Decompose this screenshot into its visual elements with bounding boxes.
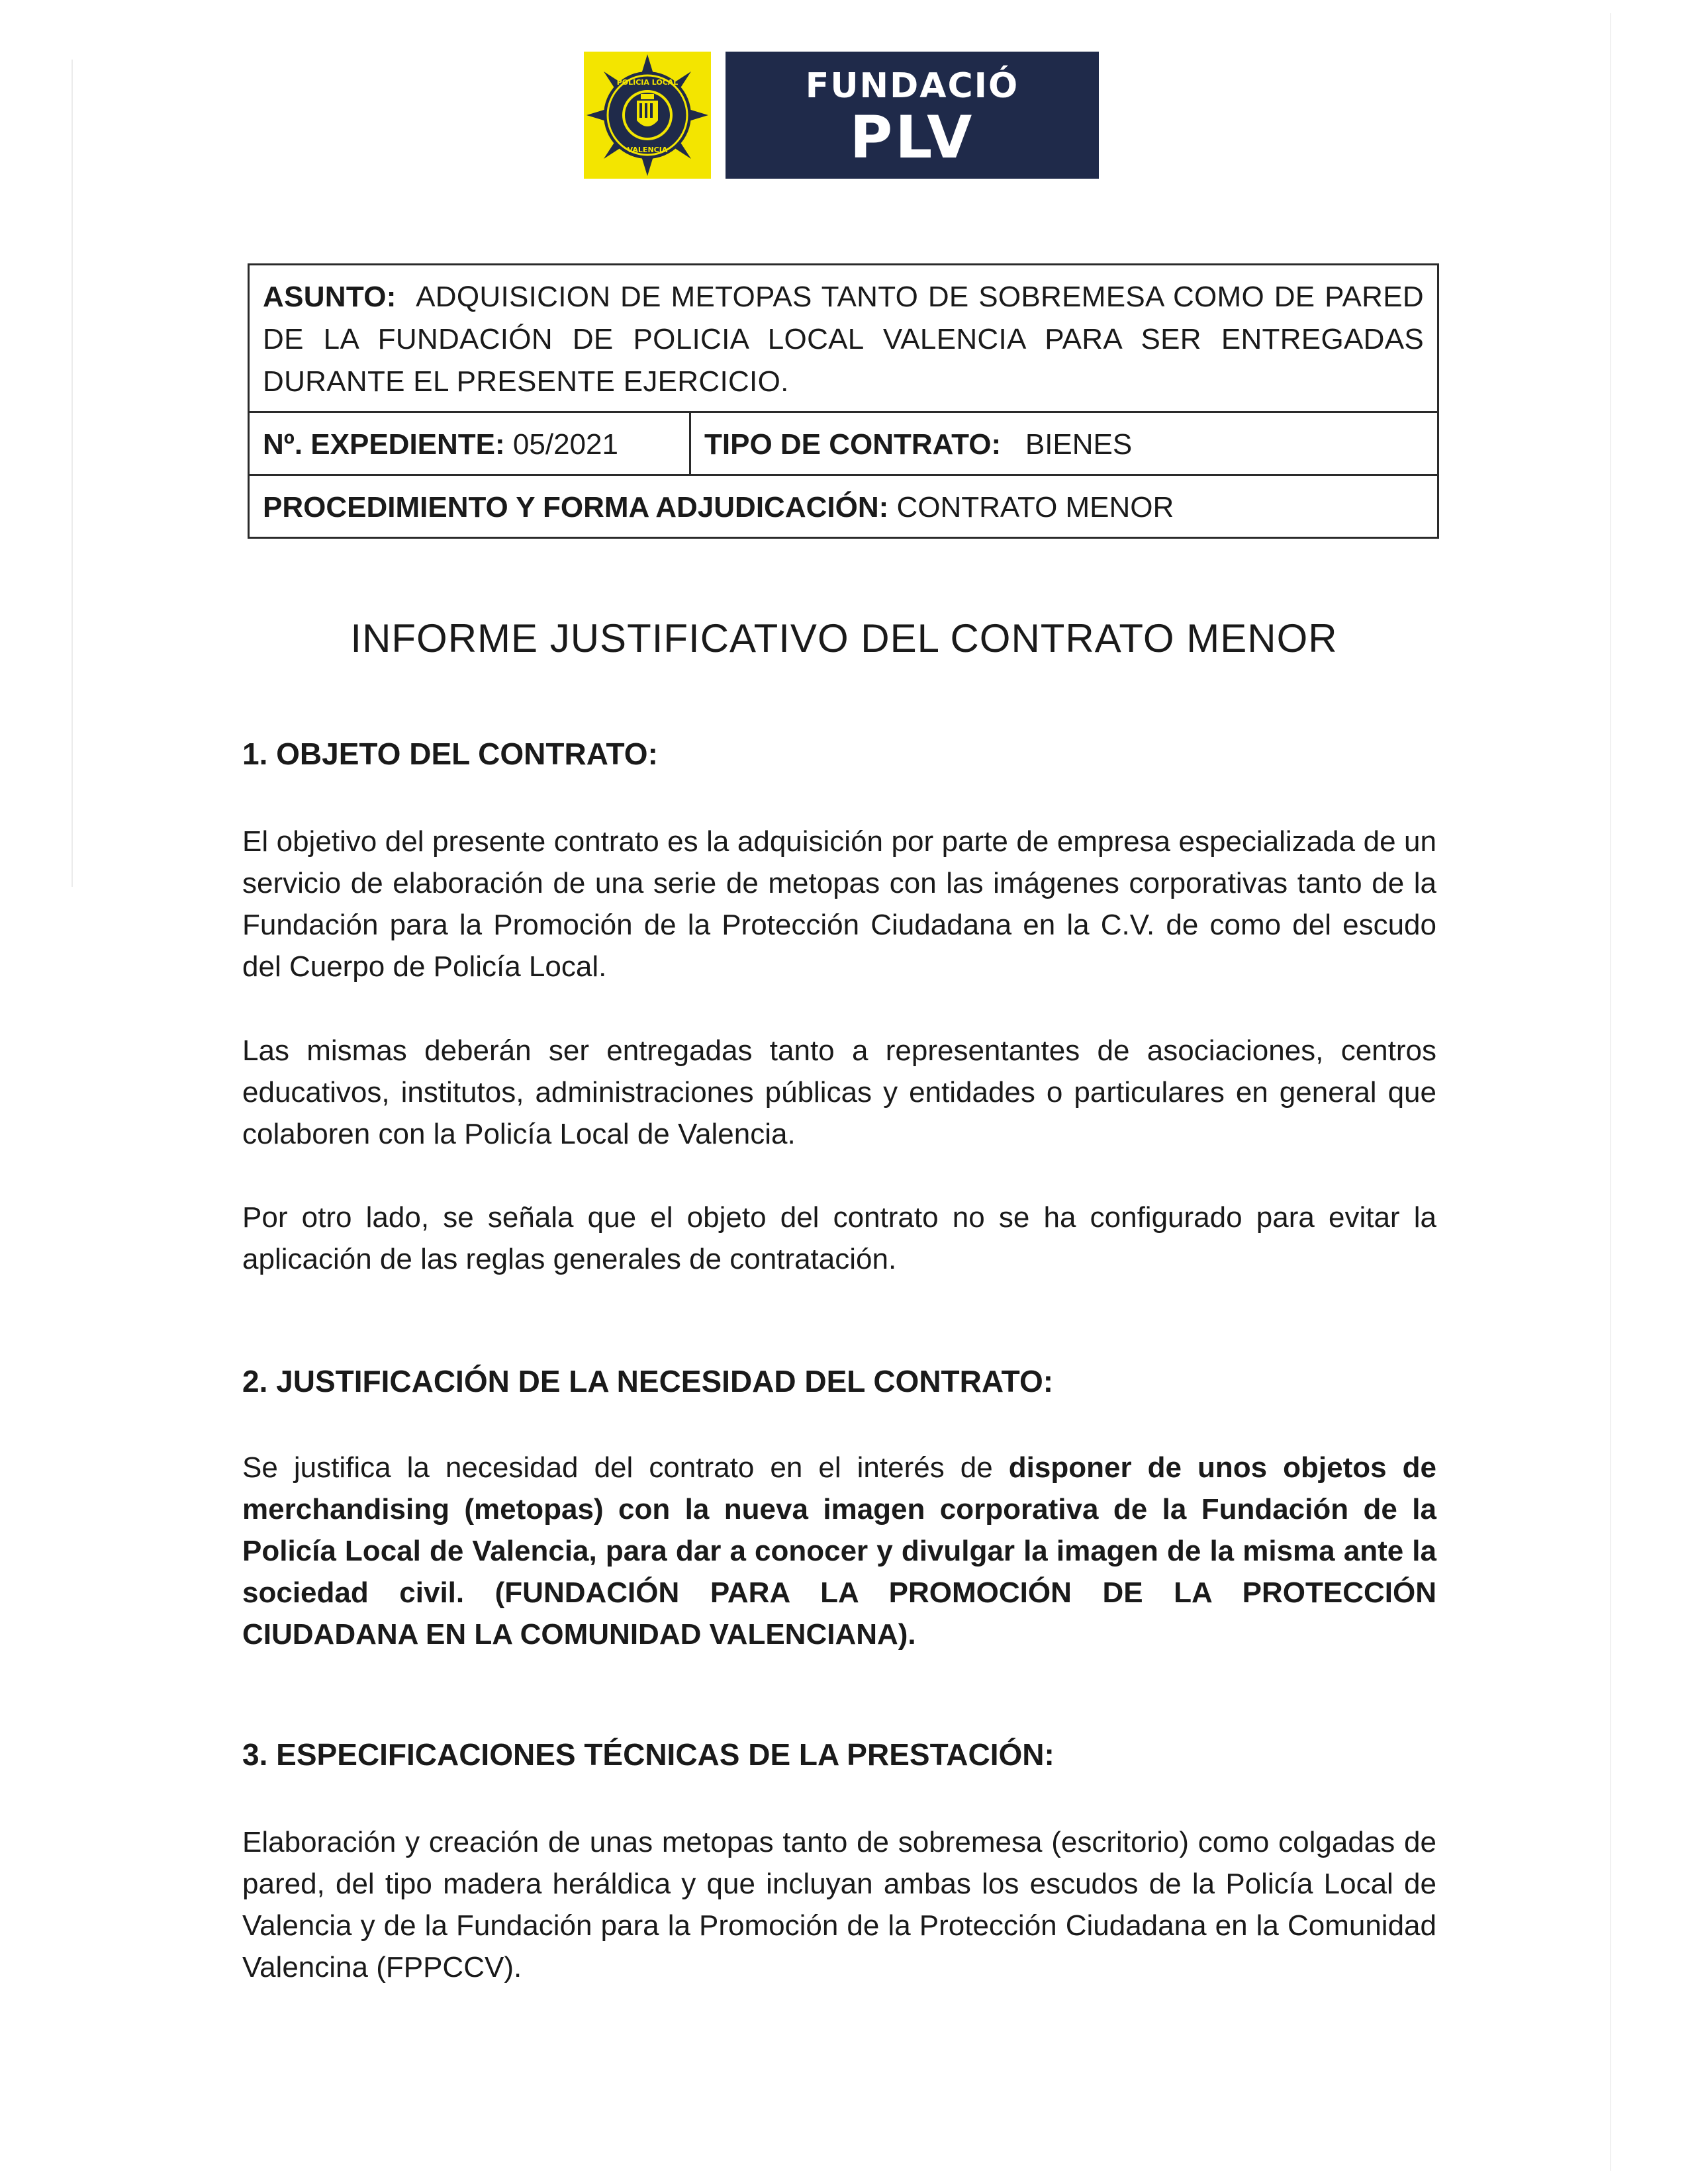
tipo-contrato-label: TIPO DE CONTRATO:: [704, 428, 1002, 461]
section-1-paragraph-3: Por otro lado, se señala que el objeto del contrato no se ha configurado para evitar la aplicación de las reglas generales de contratación.: [242, 1201, 1436, 1275]
document-title: INFORME JUSTIFICATIVO DEL CONTRATO MENOR: [350, 616, 1338, 660]
seal-ring-text-top: POLICIA LOCAL: [616, 78, 679, 87]
section-3-heading: 3. ESPECIFICACIONES TÉCNICAS DE LA PRESTACIÓN:: [242, 1737, 1055, 1772]
asunto-cell: [250, 265, 1437, 411]
section-3-paragraph: Elaboración y creación de unas metopas tanto de sobremesa (escritorio) como colgadas de pared, del tipo madera heráldica y que incluyan ambas los escudos de la Policía Local de Valencia y de la Fundación para la Promoción de la Protección Ciudadana en la Comunidad Valencina (FPPCCV).: [242, 1826, 1436, 1983]
section-2-intro: Se justifica la necesidad del contrato en el interés de: [242, 1451, 993, 1484]
tipo-contrato-value: BIENES: [1025, 428, 1133, 461]
expediente-label: Nº. EXPEDIENTE:: [263, 428, 505, 461]
fundacio-plv-logo: [726, 52, 1099, 179]
police-star-badge-icon: [584, 52, 711, 179]
tipo-contrato-cell: [689, 413, 1437, 474]
seal-ring-text-bottom: VALENCIA: [627, 146, 668, 154]
scan-edge-right: [1610, 13, 1611, 2171]
section-1-heading: 1. OBJETO DEL CONTRATO:: [242, 737, 658, 771]
section-2-bold-text: disponer de unos objetos de merchandising (metopas) con la nueva imagen corporativa de la Fundación de la Policía Local de Valencia, para dar a conocer y divulgar la imagen de la misma ante la sociedad civil. (FUNDACIÓN PARA LA PROMOCIÓN DE LA PROTECCIÓN CIUDADANA EN LA COMUNIDAD VALENCIANA).: [242, 1451, 1436, 1651]
police-seal-logo: [584, 52, 711, 179]
asunto-label: ASUNTO:: [263, 281, 397, 313]
asunto-text: ADQUISICION DE METOPAS TANTO DE SOBREMESA COMO DE PARED DE LA FUNDACIÓN DE POLICIA LOCAL VALENCIA PARA SER ENTREGADAS DURANTE EL PRESENTE EJERCICIO.: [263, 281, 1424, 398]
procedimiento-cell: [250, 476, 1437, 537]
procedimiento-row: [250, 474, 1437, 537]
section-1-paragraph-1: El objetivo del presente contrato es la adquisición por parte de empresa especializada de un servicio de elaboración de una serie de metopas con las imágenes corporativas tanto de la Fundación para la Promoción de la Protección Ciudadana en la C.V. de como del escudo del Cuerpo de Policía Local.: [242, 825, 1436, 983]
asunto-row: [250, 265, 1437, 411]
procedimiento-label: PROCEDIMIENTO Y FORMA ADJUDICACIÓN:: [263, 491, 889, 523]
expediente-value: 05/2021: [512, 428, 618, 461]
section-2-heading: 2. JUSTIFICACIÓN DE LA NECESIDAD DEL CONTRATO:: [242, 1364, 1054, 1398]
scan-edge-left: [71, 60, 73, 887]
section-2-paragraph: [242, 1447, 1436, 1655]
procedimiento-value: CONTRATO MENOR: [896, 491, 1174, 523]
brand-line2: PLV: [849, 103, 975, 171]
section-1-paragraph-2: Las mismas deberán ser entregadas tanto a representantes de asociaciones, centros educativos, institutos, administraciones públicas y entidades o particulares en general que colaboren con la Policía Local de Valencia.: [242, 1034, 1436, 1150]
subject-table: [248, 263, 1439, 539]
expediente-cell: [250, 413, 689, 474]
expediente-row: [250, 411, 1437, 474]
brand-line1: FUNDACIÓ: [805, 66, 1019, 106]
